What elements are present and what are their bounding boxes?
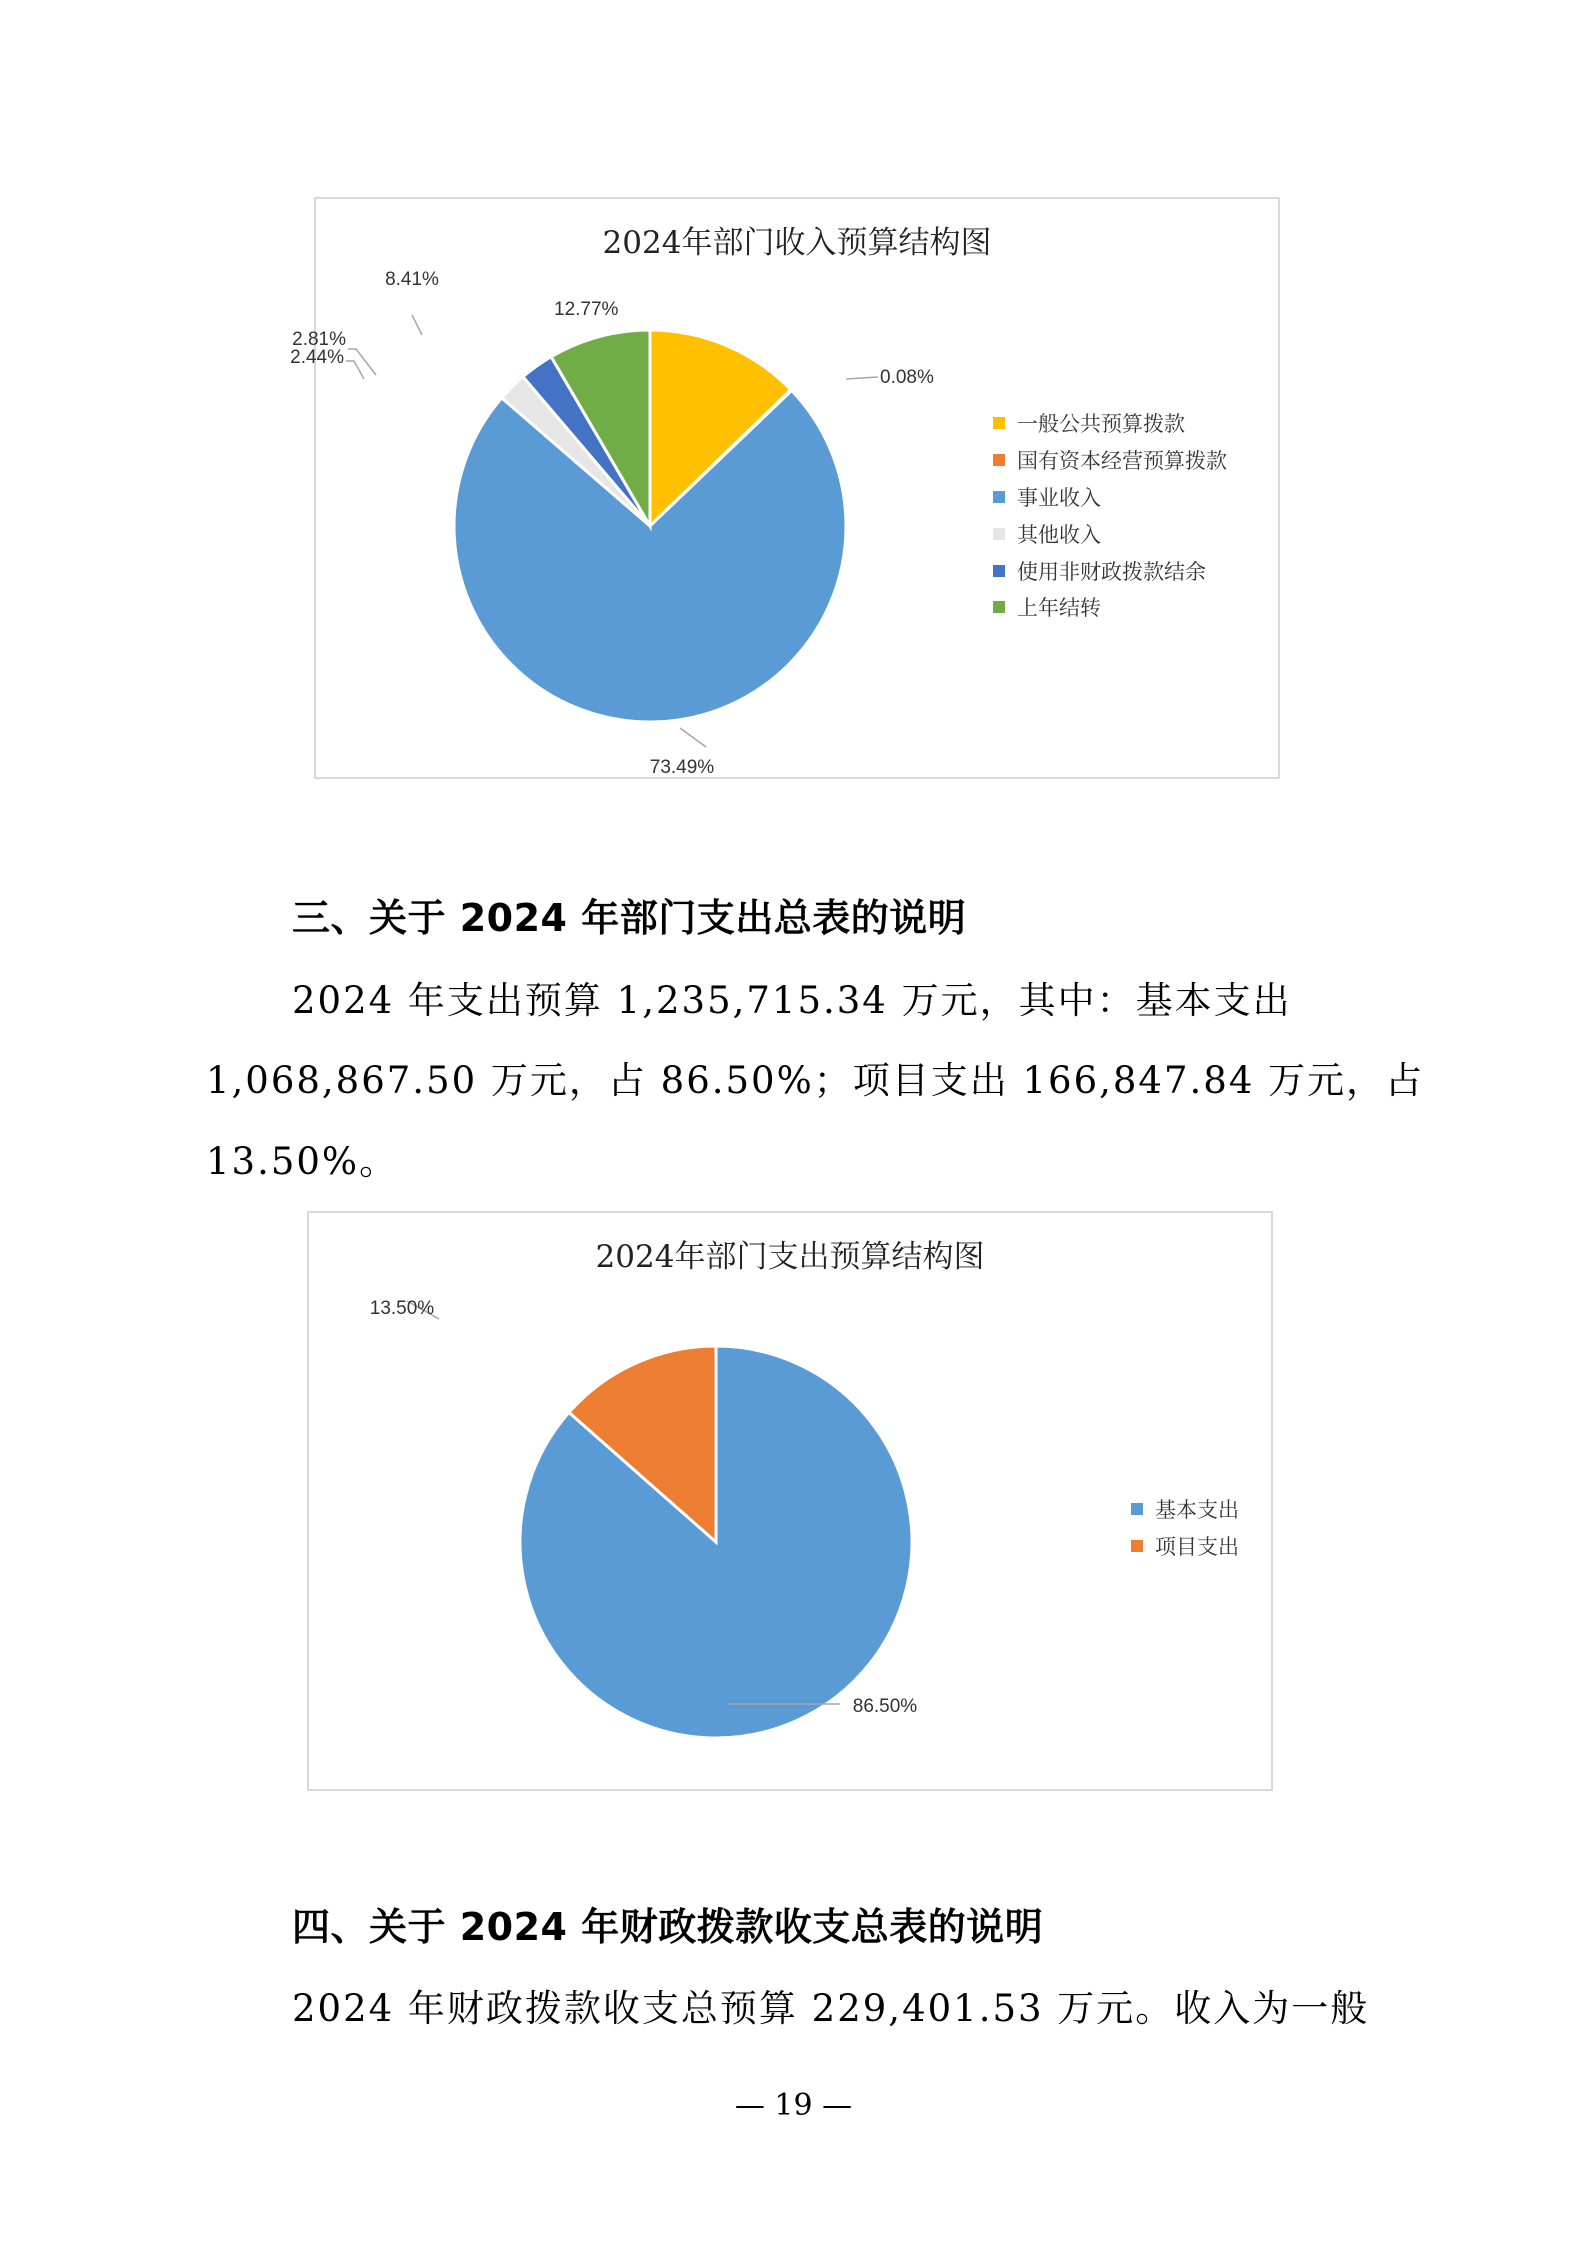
- page-number: — 19 —: [734, 2088, 853, 2123]
- income-chart: [290, 197, 1280, 779]
- data-label: 2.44%: [290, 347, 344, 368]
- legend-label: 上年结转: [1017, 596, 1101, 621]
- legend-swatch: [993, 454, 1005, 466]
- data-label: 8.41%: [385, 269, 439, 290]
- legend-item: [993, 479, 1227, 516]
- legend-item: [993, 442, 1227, 479]
- expenditure-legend: [1131, 1491, 1239, 1565]
- legend-swatch: [993, 601, 1005, 613]
- legend-item: [1131, 1491, 1239, 1528]
- data-label: 12.77%: [554, 299, 619, 320]
- income-legend: [993, 405, 1227, 626]
- legend-item: [993, 552, 1227, 589]
- leader-line: [680, 728, 706, 747]
- paragraph-line: 13.50%。: [206, 1140, 399, 1183]
- legend-swatch: [993, 565, 1005, 577]
- data-label: 2.81%: [292, 329, 346, 350]
- legend-swatch: [1131, 1540, 1143, 1552]
- legend-item: [993, 405, 1227, 442]
- leader-line: [846, 377, 878, 379]
- legend-item: [993, 589, 1227, 626]
- income-chart-title: 2024年部门收入预算结构图: [602, 225, 992, 261]
- expenditure-chart-title: 2024年部门支出预算结构图: [595, 1239, 985, 1275]
- paragraph-line: 2024 年支出预算 1,235,715.34 万元，其中：基本支出: [292, 979, 1292, 1022]
- paragraph-line: 2024 年财政拨款收支总预算 229,401.53 万元。收入为一般: [292, 1987, 1370, 2030]
- legend-label: 基本支出: [1155, 1498, 1239, 1523]
- legend-swatch: [1131, 1503, 1143, 1515]
- legend-swatch: [993, 528, 1005, 540]
- legend-label: 一般公共预算拨款: [1017, 412, 1185, 437]
- legend-label: 国有资本经营预算拨款: [1017, 449, 1227, 474]
- leader-line: [412, 315, 422, 335]
- legend-swatch: [993, 417, 1005, 429]
- leader-line: [348, 349, 376, 375]
- data-label: 13.50%: [369, 1298, 435, 1319]
- legend-label: 事业收入: [1017, 485, 1101, 510]
- data-label: 0.08%: [880, 367, 934, 388]
- legend-item: [993, 515, 1227, 552]
- legend-label: 项目支出: [1155, 1535, 1239, 1560]
- expenditure-chart: [307, 1211, 1273, 1791]
- data-label: 73.49%: [649, 757, 715, 778]
- legend-item: [1131, 1528, 1239, 1565]
- data-label: 86.50%: [852, 1696, 918, 1717]
- legend-swatch: [993, 491, 1005, 503]
- legend-label: 使用非财政拨款结余: [1017, 559, 1206, 584]
- section-heading-4: 四、关于 2024 年财政拨款收支总表的说明: [292, 1905, 1044, 1949]
- leader-line: [346, 361, 364, 379]
- paragraph-line: 1,068,867.50 万元，占 86.50%；项目支出 166,847.84 万元，占: [206, 1059, 1425, 1102]
- section-heading-3: 三、关于 2024 年部门支出总表的说明: [292, 896, 967, 940]
- legend-label: 其他收入: [1017, 522, 1101, 547]
